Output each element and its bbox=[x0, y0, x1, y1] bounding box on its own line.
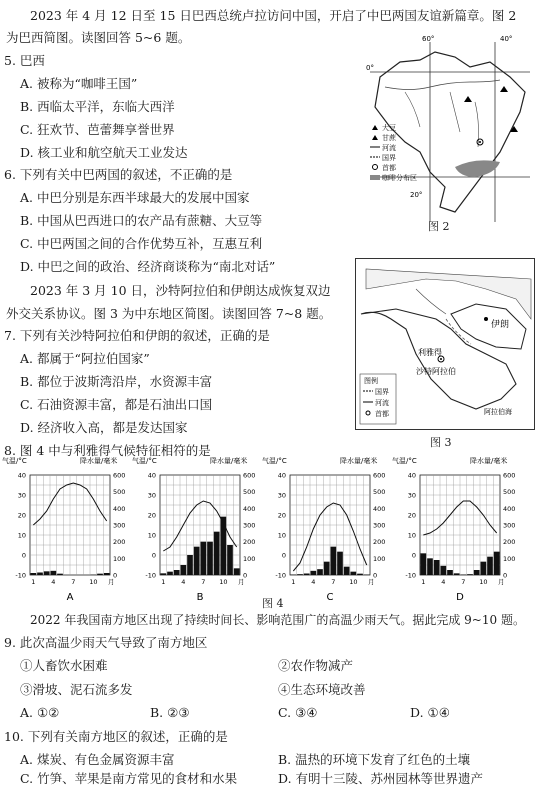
precip-tick: 500 bbox=[373, 488, 385, 496]
precip-tick: 200 bbox=[373, 538, 385, 546]
q7-option-b[interactable]: B. 都位于波斯湾沿岸，水资源丰富 bbox=[20, 374, 212, 390]
precip-tick: 500 bbox=[243, 488, 255, 496]
month-tick: 4 bbox=[441, 578, 445, 586]
precip-bar bbox=[187, 555, 193, 575]
q6-option-c[interactable]: C. 中巴两国之间的合作优势互补，互惠互利 bbox=[20, 236, 262, 252]
precip-bar bbox=[461, 575, 467, 576]
precip-bar bbox=[304, 574, 310, 576]
precip-bar bbox=[357, 574, 363, 575]
q7-stem: 7. 下列有关沙特阿拉伯和伊朗的叙述，正确的是 bbox=[4, 328, 270, 344]
temp-tick: 20 bbox=[408, 512, 416, 520]
precip-bar bbox=[474, 570, 480, 575]
climate-chart-C bbox=[262, 456, 385, 603]
month-tick: 1 bbox=[421, 578, 425, 586]
precip-bar bbox=[97, 574, 103, 575]
precip-bar bbox=[454, 573, 460, 575]
month-tick: 4 bbox=[311, 578, 315, 586]
month-unit: 月 bbox=[498, 578, 505, 586]
precip-bar bbox=[441, 566, 447, 575]
month-tick: 10 bbox=[219, 578, 227, 586]
month-unit: 月 bbox=[108, 578, 115, 586]
precip-tick: 0 bbox=[243, 572, 247, 580]
figure-2-caption: 图 2 bbox=[428, 218, 450, 234]
svg-text:国界: 国界 bbox=[375, 387, 389, 396]
svg-text:首都: 首都 bbox=[382, 163, 396, 172]
temp-tick: 0 bbox=[412, 552, 416, 560]
precip-bar bbox=[337, 552, 343, 575]
precip-tick: 200 bbox=[243, 538, 255, 546]
precip-tick: 100 bbox=[503, 555, 515, 563]
temp-tick: 30 bbox=[278, 492, 286, 500]
precip-bar bbox=[421, 553, 427, 575]
precip-axis-label: 降水量/毫米 bbox=[80, 456, 117, 465]
month-unit: 月 bbox=[368, 578, 375, 586]
brazil-map-svg bbox=[360, 32, 532, 232]
precip-tick: 500 bbox=[113, 488, 125, 496]
precip-bar bbox=[324, 562, 330, 575]
q7-option-a[interactable]: A. 都属于“阿拉伯国家” bbox=[20, 351, 150, 367]
intro-line-2: 为巴西简图。读图回答 5~6 题。 bbox=[6, 30, 190, 46]
svg-text:40°: 40° bbox=[500, 35, 512, 43]
q5-option-b[interactable]: B. 西临太平洋，东临大西洋 bbox=[20, 99, 175, 115]
precip-tick: 0 bbox=[503, 572, 507, 580]
month-tick: 1 bbox=[161, 578, 165, 586]
temp-tick: 10 bbox=[408, 532, 416, 540]
temp-tick: 20 bbox=[148, 512, 156, 520]
brazil-outline bbox=[375, 52, 525, 212]
temp-tick: -10 bbox=[405, 572, 416, 580]
q9-option-b[interactable]: B. ②③ bbox=[150, 705, 190, 721]
precip-bar bbox=[427, 558, 433, 575]
fig3-legend bbox=[360, 374, 396, 424]
precip-bar bbox=[194, 547, 200, 575]
temp-axis-label: 气温/°C bbox=[262, 456, 287, 465]
month-tick: 1 bbox=[291, 578, 295, 586]
precip-bar bbox=[487, 557, 493, 575]
precip-tick: 100 bbox=[113, 555, 125, 563]
q9-option-c[interactable]: C. ③④ bbox=[278, 705, 317, 721]
precip-tick: 300 bbox=[503, 522, 515, 530]
precip-tick: 200 bbox=[113, 538, 125, 546]
temp-tick: 0 bbox=[152, 552, 156, 560]
precip-bar bbox=[201, 542, 207, 575]
figure-3-caption: 图 3 bbox=[430, 434, 452, 450]
precip-bar bbox=[221, 517, 227, 575]
precip-tick: 300 bbox=[373, 522, 385, 530]
precip-tick: 0 bbox=[373, 572, 377, 580]
q7-option-c[interactable]: C. 石油资源丰富，都是石油出口国 bbox=[20, 397, 212, 413]
chart-letter: C bbox=[327, 592, 334, 603]
temp-tick: -10 bbox=[15, 572, 26, 580]
temp-tick: 20 bbox=[18, 512, 26, 520]
q7-option-d[interactable]: D. 经济收入高，都是发达国家 bbox=[20, 420, 188, 436]
temp-tick: 10 bbox=[18, 532, 26, 540]
svg-text:伊朗: 伊朗 bbox=[491, 318, 509, 330]
intro-line-1: 2023 年 4 月 12 日至 15 日巴西总统卢拉访问中国，开启了中巴两国友谊新篇章。图 2 bbox=[30, 8, 516, 24]
temp-tick: -10 bbox=[145, 572, 156, 580]
precip-bar bbox=[311, 571, 317, 575]
svg-text:河流: 河流 bbox=[375, 398, 389, 407]
precip-bar bbox=[214, 532, 220, 575]
temp-tick: 10 bbox=[148, 532, 156, 540]
precip-tick: 200 bbox=[503, 538, 515, 546]
month-tick: 7 bbox=[71, 578, 75, 586]
precip-axis-label: 降水量/毫米 bbox=[470, 456, 507, 465]
precip-bar bbox=[161, 573, 167, 575]
precip-tick: 0 bbox=[113, 572, 117, 580]
precip-bar bbox=[207, 542, 213, 575]
precip-bar bbox=[174, 570, 180, 575]
precip-bar bbox=[104, 573, 110, 575]
temp-tick: 20 bbox=[278, 512, 286, 520]
q5-option-d[interactable]: D. 核工业和航空航天工业发达 bbox=[20, 145, 188, 161]
month-tick: 1 bbox=[31, 578, 35, 586]
q6-option-b[interactable]: B. 中国从巴西进口的农产品有蔗糖、大豆等 bbox=[20, 213, 262, 229]
svg-text:甘蔗: 甘蔗 bbox=[382, 133, 397, 142]
temp-tick: 40 bbox=[18, 472, 26, 480]
precip-tick: 500 bbox=[503, 488, 515, 496]
precip-axis-label: 降水量/毫米 bbox=[340, 456, 377, 465]
precip-bar bbox=[297, 574, 303, 575]
q6-option-d[interactable]: D. 中巴之间的政治、经济商谈称为“南北对话” bbox=[20, 259, 275, 275]
precip-tick: 300 bbox=[113, 522, 125, 530]
svg-text:河流: 河流 bbox=[382, 143, 396, 152]
q10-stem: 10. 下列有关南方地区的叙述，正确的是 bbox=[4, 729, 228, 745]
temp-tick: 0 bbox=[22, 552, 26, 560]
precip-bar bbox=[467, 574, 473, 575]
precip-tick: 600 bbox=[373, 472, 385, 480]
temp-axis-label: 气温/°C bbox=[132, 456, 157, 465]
temp-tick: 30 bbox=[18, 492, 26, 500]
svg-text:20°: 20° bbox=[410, 191, 422, 199]
q10-option-c[interactable]: C. 竹笋、苹果是南方常见的食材和水果 bbox=[20, 771, 237, 787]
svg-text:国界: 国界 bbox=[382, 153, 396, 162]
svg-text:利雅得: 利雅得 bbox=[418, 347, 442, 357]
intro3-line: 2022 年我国南方地区出现了持续时间长、影响范围广的高温少雨天气。据此完成 9~10 题。 bbox=[30, 612, 525, 628]
q9-item-4: ④生态环境改善 bbox=[278, 682, 366, 698]
precip-bar bbox=[234, 568, 240, 575]
precip-bar bbox=[31, 573, 37, 575]
precip-bar bbox=[167, 572, 173, 575]
temp-axis-label: 气温/°C bbox=[392, 456, 417, 465]
figure-3-middle-east-map bbox=[355, 258, 535, 430]
intro2-line-2: 外交关系协议。图 3 为中东地区简图。读图回答 7~8 题。 bbox=[6, 306, 331, 322]
temp-tick: -10 bbox=[275, 572, 286, 580]
q9-item-2: ②农作物减产 bbox=[278, 658, 353, 674]
svg-text:图例: 图例 bbox=[364, 376, 378, 385]
q9-option-a[interactable]: A. ①② bbox=[20, 705, 59, 721]
svg-text:咖啡分布区: 咖啡分布区 bbox=[382, 173, 417, 182]
temp-tick: 40 bbox=[278, 472, 286, 480]
q5-option-a[interactable]: A. 被称为“咖啡王国” bbox=[20, 76, 137, 92]
temp-tick: 40 bbox=[408, 472, 416, 480]
precip-bar bbox=[51, 571, 57, 575]
precip-tick: 100 bbox=[373, 555, 385, 563]
precip-tick: 400 bbox=[243, 505, 255, 513]
month-tick: 4 bbox=[51, 578, 55, 586]
svg-text:大豆: 大豆 bbox=[382, 123, 396, 132]
precip-bar bbox=[57, 574, 63, 575]
q6-stem: 6. 下列有关中巴两国的叙述，不正确的是 bbox=[4, 167, 232, 183]
precip-bar bbox=[331, 547, 337, 575]
svg-text:沙特阿拉伯: 沙特阿拉伯 bbox=[416, 366, 456, 376]
svg-text:0°: 0° bbox=[366, 64, 374, 72]
intro2-line-1: 2023 年 3 月 10 日，沙特阿拉伯和伊朗达成恢复双边 bbox=[30, 283, 331, 299]
svg-text:60°: 60° bbox=[422, 35, 434, 43]
chart-letter: A bbox=[67, 592, 74, 603]
precip-bar bbox=[344, 567, 350, 575]
temp-axis-label: 气温/°C bbox=[2, 456, 27, 465]
month-tick: 10 bbox=[479, 578, 487, 586]
figure-2-brazil-map bbox=[360, 32, 532, 232]
month-tick: 10 bbox=[89, 578, 97, 586]
q8-stem: 8. 图 4 中与利雅得气候特征相符的是 bbox=[4, 443, 211, 459]
precip-bar bbox=[434, 560, 440, 575]
month-tick: 4 bbox=[181, 578, 185, 586]
climate-chart-A bbox=[2, 456, 125, 603]
precip-axis-label: 降水量/毫米 bbox=[210, 456, 247, 465]
precip-bar bbox=[494, 552, 500, 575]
q9-stem: 9. 此次高温少雨天气导致了南方地区 bbox=[4, 635, 207, 651]
precip-bar bbox=[44, 571, 50, 575]
q5-option-c[interactable]: C. 狂欢节、芭蕾舞享誉世界 bbox=[20, 122, 175, 138]
precip-tick: 100 bbox=[243, 555, 255, 563]
precip-bar bbox=[481, 562, 487, 575]
figure-4-climate-charts bbox=[0, 455, 538, 605]
middle-east-map-svg bbox=[356, 259, 534, 429]
svg-text:首都: 首都 bbox=[375, 409, 389, 418]
month-tick: 7 bbox=[331, 578, 335, 586]
q9-item-3: ③滑坡、泥石流多发 bbox=[20, 682, 133, 698]
precip-tick: 600 bbox=[243, 472, 255, 480]
precip-bar bbox=[317, 569, 323, 575]
precip-tick: 600 bbox=[503, 472, 515, 480]
q10-option-d[interactable]: D. 有明十三陵、苏州园林等世界遗产 bbox=[278, 771, 483, 787]
precip-tick: 400 bbox=[113, 505, 125, 513]
q9-option-d[interactable]: D. ①④ bbox=[410, 705, 450, 721]
coffee-area bbox=[455, 160, 500, 177]
month-unit: 月 bbox=[238, 578, 245, 586]
q10-option-a[interactable]: A. 煤炭、有色金属资源丰富 bbox=[20, 752, 174, 768]
precip-bar bbox=[227, 545, 233, 575]
climate-chart-D bbox=[392, 456, 515, 603]
temp-tick: 10 bbox=[278, 532, 286, 540]
climate-chart-B bbox=[132, 456, 255, 603]
figure-4-caption: 图 4 bbox=[262, 595, 284, 611]
month-tick: 7 bbox=[201, 578, 205, 586]
precip-bar bbox=[291, 575, 297, 576]
q5-stem: 5. 巴西 bbox=[4, 53, 45, 69]
temp-tick: 0 bbox=[282, 552, 286, 560]
precip-bar bbox=[37, 573, 43, 576]
precip-bar bbox=[447, 570, 453, 575]
month-tick: 7 bbox=[461, 578, 465, 586]
q9-item-1: ①人畜饮水困难 bbox=[20, 658, 108, 674]
temp-tick: 30 bbox=[408, 492, 416, 500]
svg-text:阿拉伯海: 阿拉伯海 bbox=[484, 407, 512, 416]
precip-bar bbox=[351, 572, 357, 575]
q6-option-a[interactable]: A. 中巴分别是东西半球最大的发展中国家 bbox=[20, 190, 249, 206]
temp-tick: 40 bbox=[148, 472, 156, 480]
precip-tick: 400 bbox=[373, 505, 385, 513]
chart-letter: D bbox=[456, 592, 464, 603]
precip-tick: 600 bbox=[113, 472, 125, 480]
fig2-legend bbox=[370, 123, 417, 182]
month-tick: 10 bbox=[349, 578, 357, 586]
chart-letter: B bbox=[197, 592, 204, 603]
q10-option-b[interactable]: B. 温热的环境下发育了红色的土壤 bbox=[278, 752, 470, 768]
temp-tick: 30 bbox=[148, 492, 156, 500]
precip-tick: 300 bbox=[243, 522, 255, 530]
precip-tick: 400 bbox=[503, 505, 515, 513]
precip-bar bbox=[181, 565, 187, 575]
precip-bar bbox=[364, 575, 370, 576]
